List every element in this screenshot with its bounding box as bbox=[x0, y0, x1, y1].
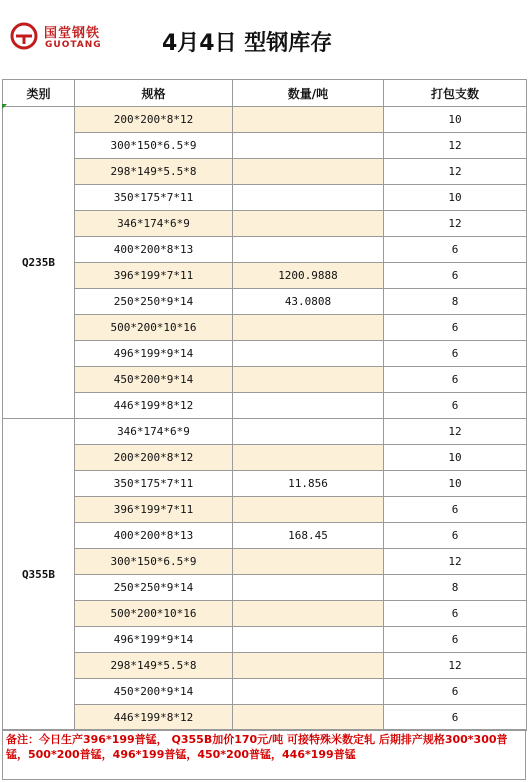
bundle-count-cell: 6 bbox=[384, 601, 527, 627]
table-row bbox=[3, 133, 527, 159]
table-row bbox=[3, 601, 527, 627]
spec-cell: 300*150*6.5*9 bbox=[75, 549, 233, 575]
bundle-count-cell: 6 bbox=[384, 341, 527, 367]
table-row bbox=[3, 419, 527, 445]
remarks-note: 备注：今日生产396*199普锰， Q355B加价170元/吨 可接特殊米数定轧 后期排产规格300*300普锰，500*200普锰，496*199普锰，450*200普锰，446*199普锰 bbox=[2, 729, 526, 780]
table-row bbox=[3, 653, 527, 679]
spec-cell: 450*200*9*14 bbox=[75, 679, 233, 705]
quantity-cell bbox=[233, 107, 384, 133]
bundle-count-cell: 12 bbox=[384, 211, 527, 237]
bundle-count-cell: 12 bbox=[384, 159, 527, 185]
spec-cell: 350*175*7*11 bbox=[75, 471, 233, 497]
table-body bbox=[3, 107, 527, 731]
spec-cell: 450*200*9*14 bbox=[75, 367, 233, 393]
logo-english-name: GUOTANG bbox=[45, 40, 102, 50]
table-row bbox=[3, 471, 527, 497]
spec-cell: 300*150*6.5*9 bbox=[75, 133, 233, 159]
bundle-count-cell: 6 bbox=[384, 523, 527, 549]
bundle-count-cell: 12 bbox=[384, 419, 527, 445]
quantity-cell bbox=[233, 653, 384, 679]
bundle-count-cell: 10 bbox=[384, 445, 527, 471]
table-row bbox=[3, 497, 527, 523]
spec-cell: 298*149*5.5*8 bbox=[75, 159, 233, 185]
quantity-cell: 43.0808 bbox=[233, 289, 384, 315]
logo-chinese-name: 国堂钢铁 bbox=[44, 26, 101, 41]
quantity-cell bbox=[233, 211, 384, 237]
table-row bbox=[3, 289, 527, 315]
bundle-count-cell: 12 bbox=[384, 653, 527, 679]
bundle-count-cell: 6 bbox=[384, 705, 527, 731]
table-row bbox=[3, 315, 527, 341]
table-row bbox=[3, 237, 527, 263]
quantity-cell bbox=[233, 367, 384, 393]
spec-cell: 396*199*7*11 bbox=[75, 263, 233, 289]
table-row bbox=[3, 341, 527, 367]
bundle-count-cell: 6 bbox=[384, 237, 527, 263]
column-header-spec: 规格 bbox=[75, 80, 233, 107]
column-header-category: 类别 bbox=[3, 80, 75, 107]
inventory-table bbox=[2, 79, 527, 731]
table-row bbox=[3, 627, 527, 653]
quantity-cell bbox=[233, 393, 384, 419]
table-row bbox=[3, 107, 527, 133]
quantity-cell bbox=[233, 133, 384, 159]
table-row bbox=[3, 575, 527, 601]
bundle-count-cell: 10 bbox=[384, 471, 527, 497]
table-row bbox=[3, 263, 527, 289]
spec-cell: 500*200*10*16 bbox=[75, 601, 233, 627]
bundle-count-cell: 10 bbox=[384, 185, 527, 211]
table-row bbox=[3, 367, 527, 393]
quantity-cell bbox=[233, 341, 384, 367]
company-logo bbox=[10, 18, 110, 54]
table-row bbox=[3, 211, 527, 237]
spec-cell: 346*174*6*9 bbox=[75, 211, 233, 237]
category-cell: Q235B bbox=[3, 107, 75, 419]
quantity-cell bbox=[233, 575, 384, 601]
column-header-bundle-count: 打包支数 bbox=[384, 80, 527, 107]
cell-comment-marker bbox=[2, 104, 7, 109]
spec-cell: 250*250*9*14 bbox=[75, 289, 233, 315]
bundle-count-cell: 8 bbox=[384, 575, 527, 601]
spec-cell: 298*149*5.5*8 bbox=[75, 653, 233, 679]
spec-cell: 250*250*9*14 bbox=[75, 575, 233, 601]
table-row bbox=[3, 393, 527, 419]
column-header-quantity: 数量/吨 bbox=[233, 80, 384, 107]
quantity-cell bbox=[233, 237, 384, 263]
bundle-count-cell: 6 bbox=[384, 367, 527, 393]
guotang-logo-icon bbox=[10, 22, 38, 50]
spec-cell: 200*200*8*12 bbox=[75, 107, 233, 133]
page-title: 4月4日 型钢库存 bbox=[162, 31, 333, 56]
page-header bbox=[0, 0, 530, 76]
spec-cell: 350*175*7*11 bbox=[75, 185, 233, 211]
spec-cell: 500*200*10*16 bbox=[75, 315, 233, 341]
table-header-row bbox=[3, 80, 527, 107]
spec-cell: 496*199*9*14 bbox=[75, 627, 233, 653]
table-row bbox=[3, 185, 527, 211]
quantity-cell: 1200.9888 bbox=[233, 263, 384, 289]
quantity-cell bbox=[233, 601, 384, 627]
spec-cell: 496*199*9*14 bbox=[75, 341, 233, 367]
bundle-count-cell: 12 bbox=[384, 133, 527, 159]
quantity-cell: 11.856 bbox=[233, 471, 384, 497]
quantity-cell bbox=[233, 705, 384, 731]
quantity-cell bbox=[233, 315, 384, 341]
table-row bbox=[3, 159, 527, 185]
spec-cell: 446*199*8*12 bbox=[75, 393, 233, 419]
table-row bbox=[3, 549, 527, 575]
quantity-cell bbox=[233, 419, 384, 445]
bundle-count-cell: 8 bbox=[384, 289, 527, 315]
quantity-cell bbox=[233, 497, 384, 523]
quantity-cell bbox=[233, 445, 384, 471]
quantity-cell: 168.45 bbox=[233, 523, 384, 549]
quantity-cell bbox=[233, 549, 384, 575]
spec-cell: 400*200*8*13 bbox=[75, 523, 233, 549]
spec-cell: 200*200*8*12 bbox=[75, 445, 233, 471]
bundle-count-cell: 6 bbox=[384, 497, 527, 523]
table-row bbox=[3, 523, 527, 549]
bundle-count-cell: 10 bbox=[384, 107, 527, 133]
spec-cell: 346*174*6*9 bbox=[75, 419, 233, 445]
bundle-count-cell: 12 bbox=[384, 549, 527, 575]
table-row bbox=[3, 705, 527, 731]
bundle-count-cell: 6 bbox=[384, 263, 527, 289]
quantity-cell bbox=[233, 159, 384, 185]
spec-cell: 446*199*8*12 bbox=[75, 705, 233, 731]
bundle-count-cell: 6 bbox=[384, 679, 527, 705]
bundle-count-cell: 6 bbox=[384, 315, 527, 341]
bundle-count-cell: 6 bbox=[384, 393, 527, 419]
quantity-cell bbox=[233, 679, 384, 705]
table-row bbox=[3, 679, 527, 705]
table-row bbox=[3, 445, 527, 471]
spec-cell: 400*200*8*13 bbox=[75, 237, 233, 263]
spec-cell: 396*199*7*11 bbox=[75, 497, 233, 523]
bundle-count-cell: 6 bbox=[384, 627, 527, 653]
quantity-cell bbox=[233, 185, 384, 211]
category-cell: Q355B bbox=[3, 419, 75, 731]
quantity-cell bbox=[233, 627, 384, 653]
